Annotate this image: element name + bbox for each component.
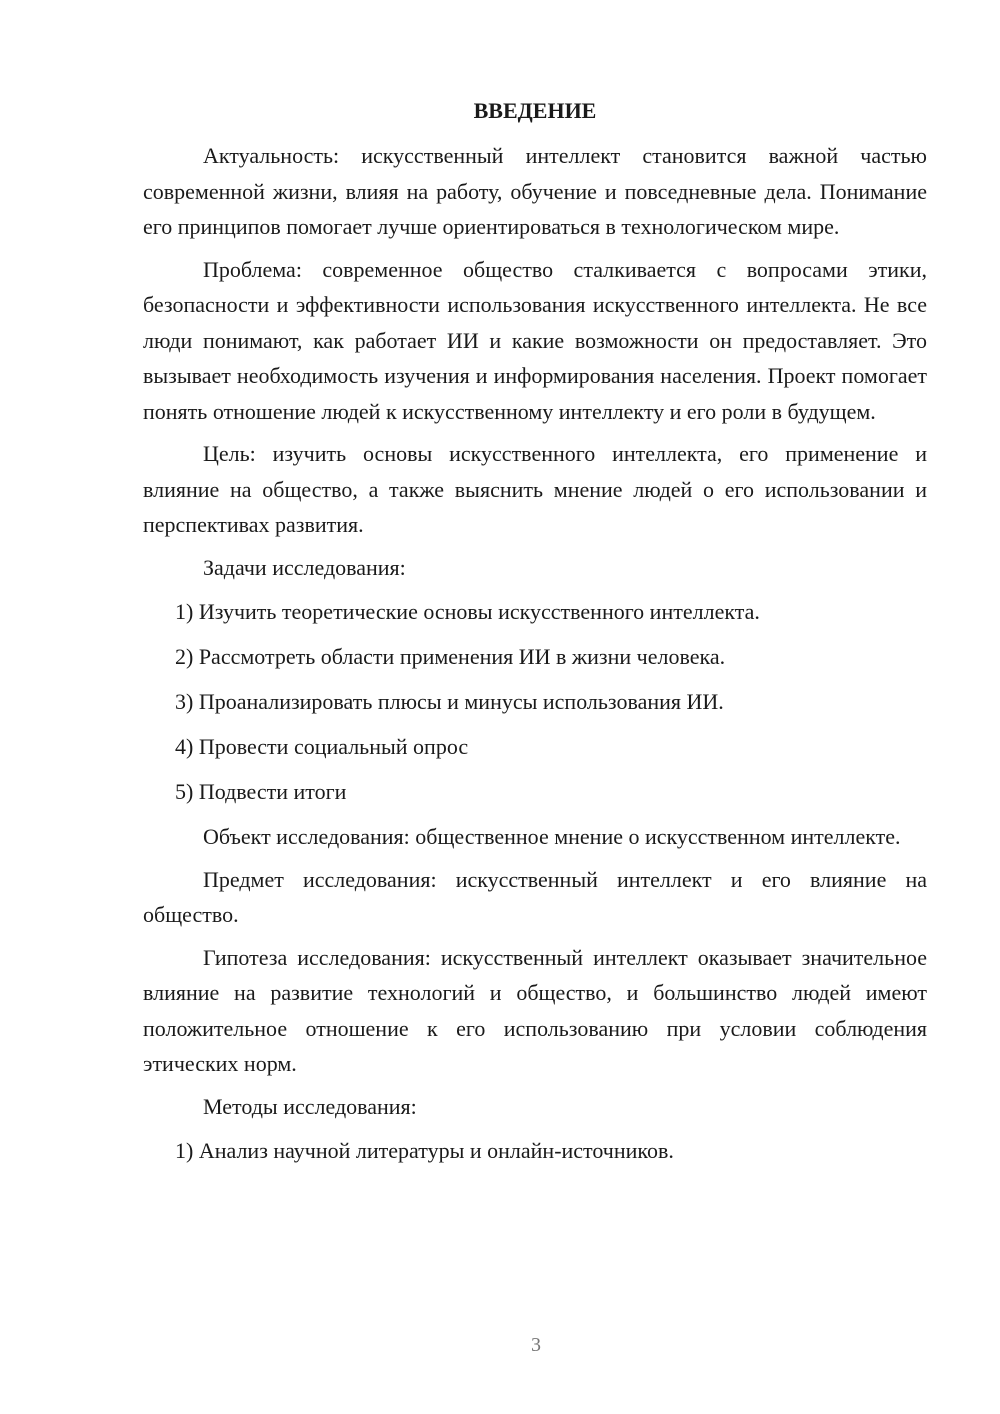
paragraph-goal: Цель: изучить основы искусственного интеллекта, его применение и влияние на общество, а также выяснить мнение людей о его использовании и перспективах развития. [143,441,927,537]
list-item: 1) Изучить теоретические основы искусственного интеллекта. [175,599,760,624]
list-item: 3) Проанализировать плюсы и минусы использования ИИ. [175,689,724,714]
list-item: 2) Рассмотреть области применения ИИ в жизни человека. [175,644,726,669]
list-item: 1) Анализ научной литературы и онлайн-источников. [175,1138,674,1163]
methods-list [143,1133,927,1169]
page-number: 3 [531,1334,541,1356]
list-item: 5) Подвести итоги [175,779,347,804]
paragraph-object: Объект исследования: общественное мнение о искусственном интеллекте. [203,824,901,849]
page-content [143,94,927,1178]
list-item: 4) Провести социальный опрос [175,734,469,759]
tasks-heading: Задачи исследования: [203,554,406,580]
paragraph-problem: Проблема: современное общество сталкивается с вопросами этики, безопасности и эффективности использования искусственного интеллекта. Не все люди понимают, как работает ИИ и какие возможности он предоставляет. Это вызывает необходимость изучения и информирования населения. Проект помогает понять отношение людей к искусственному интеллекту и его роли в будущем. [143,256,927,424]
page-title: ВВЕДЕНИЕ [473,98,597,123]
paragraph-hypothesis: Гипотеза исследования: искусственный интеллект оказывает значительное влияние на развитие технологий и общество, и большинство людей имеют положительное отношение к его использованию при условии соблюдения этических норм. [143,944,927,1076]
methods-heading: Методы исследования: [203,1093,417,1119]
paragraph-relevance: Актуальность: искусственный интеллект становится важной частью современной жизни, влияя на работу, обучение и повседневные дела. Понимание его принципов помогает лучше ориентироваться в технологическом мире. [143,143,927,239]
tasks-list [143,594,927,810]
paragraph-subject: Предмет исследования: искусственный интеллект и его влияние на общество. [143,866,927,927]
